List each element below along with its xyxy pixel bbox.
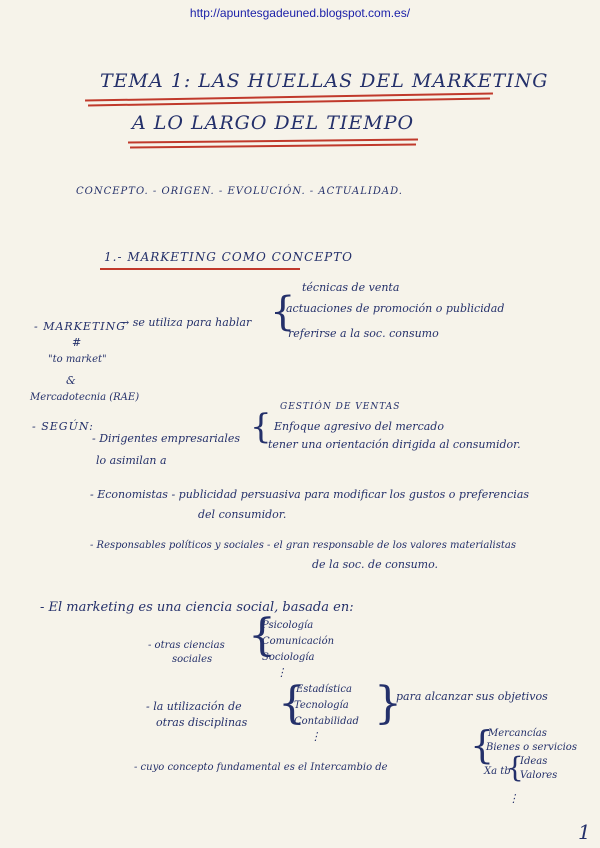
title-line-1: TEMA 1: LAS HUELLAS DEL MARKETING: [100, 70, 549, 92]
to-market-text: "to market": [48, 354, 107, 365]
section-underline: [100, 268, 300, 270]
brace-7: {: [506, 751, 524, 784]
brace-4: {: [278, 678, 306, 729]
dots-2: ⋮: [310, 730, 321, 743]
dirigentes-label: - Dirigentes empresariales: [92, 432, 240, 445]
economistas-line-2: del consumidor.: [198, 508, 287, 521]
xtb-label: Xa tb: [484, 766, 511, 777]
ideas-item-1: Ideas: [520, 756, 548, 767]
marketing-amp: &: [66, 374, 76, 387]
responsables-line: - Responsables políticos y sociales - el gran responsable de los valores materialistas: [90, 540, 516, 551]
brace-3: {: [248, 610, 276, 661]
marketing-option-3: referirse a la soc. consumo: [288, 327, 439, 340]
marketing-option-2: actuaciones de promoción o publicidad: [286, 302, 505, 315]
marketing-option-1: técnicas de venta: [302, 281, 400, 294]
otras-item-2: Comunicación: [262, 636, 335, 647]
brace-6: {: [470, 723, 495, 767]
ideas-item-2: Valores: [520, 770, 558, 781]
blog-url-link[interactable]: http://apuntesgadeuned.blogspot.com.es/: [189, 6, 411, 20]
otras-label: - otras ciencias: [148, 640, 225, 651]
economistas-line: - Economistas - publicidad persuasiva para modificar los gustos o preferencias: [90, 488, 530, 501]
disciplinas-label: otras disciplinas: [156, 716, 248, 729]
utilizacion-label: - la utilización de: [146, 700, 242, 713]
disc-item-2: Tecnología: [294, 700, 349, 711]
otras-item-3: Sociología: [262, 652, 315, 663]
disc-item-3: Contabilidad: [294, 716, 359, 727]
title-line-2: A LO LARGO DEL TIEMPO: [132, 112, 415, 134]
section-heading: 1.- MARKETING COMO CONCEPTO: [104, 250, 354, 264]
title-underline-2a: [128, 138, 418, 143]
asimilan-text: lo asimilan a: [96, 454, 167, 467]
page-number: 1: [578, 820, 591, 844]
dots-3: ⋮: [508, 792, 519, 805]
marketing-arrow-text: → se utiliza para hablar: [120, 316, 252, 329]
responsables-line-2: de la soc. de consumo.: [312, 558, 439, 571]
sociales-label: sociales: [172, 654, 213, 665]
brace-5: }: [374, 678, 402, 729]
marketing-hash: #: [72, 336, 82, 349]
title-underline-2b: [130, 144, 416, 149]
objetivos-text: para alcanzar sus objetivos: [396, 690, 548, 703]
brace-2: {: [250, 407, 272, 447]
otras-item-1: Psicología: [262, 620, 314, 631]
brace-1: {: [270, 289, 296, 335]
subtitle: CONCEPTO. - ORIGEN. - EVOLUCIÓN. - ACTUALIDAD.: [76, 186, 403, 197]
segun-label: - SEGÚN:: [32, 420, 94, 433]
dirigentes-item-3: tener una orientación dirigida al consumidor.: [268, 438, 521, 451]
dots-1: ⋮: [276, 666, 287, 679]
marketing-label: - MARKETING: [34, 320, 127, 333]
concepto-line: - cuyo concepto fundamental es el Intercambio de: [134, 762, 388, 773]
intercambio-item-2: Bienes o servicios: [486, 742, 577, 753]
intercambio-item-1: Mercancías: [488, 728, 547, 739]
dirigentes-item-2: Enfoque agresivo del mercado: [274, 420, 444, 433]
rae-text: Mercadotecnia (RAE): [30, 392, 140, 403]
dirigentes-item-1: GESTIÓN DE VENTAS: [280, 402, 401, 412]
disc-item-1: Estadística: [296, 684, 352, 695]
ciencia-line: - El marketing es una ciencia social, basada en:: [40, 600, 354, 615]
